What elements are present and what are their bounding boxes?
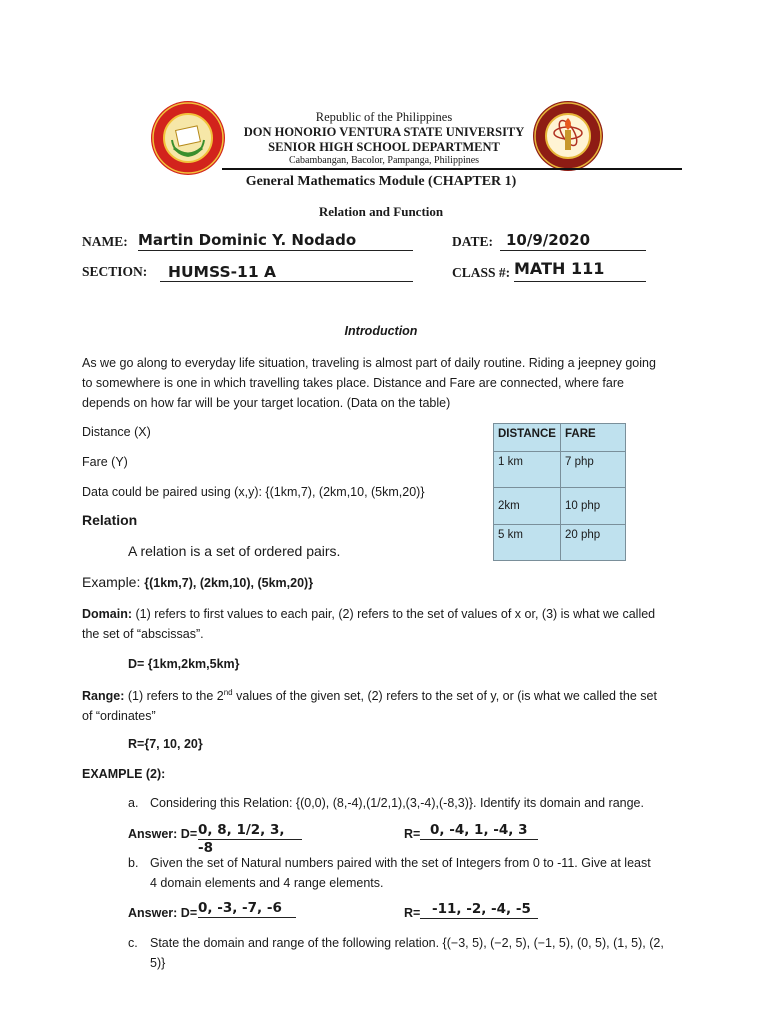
class-label: CLASS #: [452, 265, 511, 280]
name-value: Martin Dominic Y. Nodado [138, 231, 357, 249]
item-b-line-2: 4 domain elements and 4 range elements. [150, 876, 384, 890]
domain-definition [82, 604, 702, 644]
date-field[interactable] [500, 230, 646, 251]
b-answer-r-value: -11, -2, -4, -5 [432, 901, 531, 917]
fare-label: Fare (Y) [82, 455, 128, 469]
table-cell: 1 km [494, 452, 561, 488]
a-answer-r-label: R= [404, 827, 421, 841]
intro-paragraph [82, 353, 702, 413]
range-label: Range: [82, 689, 125, 704]
fare-table [493, 423, 626, 561]
name-field[interactable] [138, 230, 413, 251]
date-label: DATE: [452, 234, 494, 249]
table-cell: 5 km [494, 525, 561, 561]
item-c-line-2: 5)} [150, 956, 166, 970]
example2-heading: EXAMPLE (2): [82, 767, 166, 781]
range-set: R={7, 10, 20} [128, 737, 203, 751]
table-cell: 20 php [561, 525, 626, 561]
table-header-cell: FARE [561, 424, 626, 452]
item-b-text [150, 853, 651, 893]
intro-line-1: As we go along to everyday life situation, traveling is almost part of daily routine. Riding a jeepney going [82, 356, 656, 370]
item-a-marker: a. [128, 796, 139, 810]
class-value: MATH 111 [514, 259, 605, 278]
range-text-2: of “ordinates” [82, 709, 156, 724]
a-answer-d-value: 0, 8, 1/2, 3, -8 [198, 822, 285, 856]
table-cell: 10 php [561, 488, 626, 525]
example-value: {(1km,7), (2km,10), (5km,20)} [144, 576, 314, 590]
a-answer-d-label: Answer: D= [128, 827, 198, 841]
department-name: SENIOR HIGH SCHOOL DEPARTMENT [268, 140, 500, 154]
domain-set: D= {1km,2km,5km} [128, 657, 240, 671]
intro-line-3: depends on how far will be your target location. (Data on the table) [82, 396, 451, 410]
section-label: SECTION: [82, 264, 148, 279]
address-line: Cabambangan, Bacolor, Pampanga, Philippines [288, 155, 480, 166]
a-answer-d-field[interactable] [198, 821, 302, 856]
range-definition [82, 683, 702, 726]
range-text-1: (1) refers to the 2 [124, 689, 224, 704]
b-answer-d-value: 0, -3, -7, -6 [198, 900, 282, 916]
domain-label: Domain: [82, 607, 132, 621]
university-name: DON HONORIO VENTURA STATE UNIVERSITY [243, 125, 525, 139]
intro-line-2: to somewhere is one in which travelling takes place. Distance and Fare are connected, where fare [82, 376, 624, 390]
range-text-1b: values of the given set, (2) refers to the set of y, or (is what we called the set [232, 689, 657, 704]
table-header-cell: DISTANCE [494, 424, 561, 452]
module-title: General Mathematics Module (CHAPTER 1) [245, 174, 517, 189]
a-answer-r-value: 0, -4, 1, -4, 3 [430, 822, 528, 838]
item-a-text: Considering this Relation: {(0,0), (8,-4),(1/2,1),(3,-4),(-8,3)}. Identify its domain and range. [150, 796, 644, 810]
table-header-row [494, 424, 626, 452]
b-answer-d-field[interactable] [198, 899, 296, 918]
intro-heading: Introduction [344, 324, 418, 338]
relation-definition: A relation is a set of ordered pairs. [128, 543, 341, 559]
item-c-text [150, 933, 664, 973]
item-b-line-1: Given the set of Natural numbers paired with the set of Integers from 0 to -11. Give at least [150, 856, 651, 870]
range-sup: nd [223, 688, 233, 697]
paired-data-text: Data could be paired using (x,y): {(1km,7), (2km,10, (5km,20)} [82, 485, 425, 499]
section-field[interactable] [160, 261, 413, 282]
header-divider [222, 168, 682, 170]
table-row [494, 525, 626, 561]
item-b-marker: b. [128, 856, 139, 870]
table-row [494, 488, 626, 525]
distance-label: Distance (X) [82, 425, 151, 439]
section-value: HUMSS-11 A [168, 263, 277, 281]
date-value: 10/9/2020 [506, 231, 591, 249]
item-c-line-1: State the domain and range of the following relation. {(−3, 5), (−2, 5), (−1, 5), (0, 5), (1, 5), (2, [150, 936, 664, 950]
table-cell: 2km [494, 488, 561, 525]
example-label: Example: [82, 574, 145, 590]
table-row [494, 452, 626, 488]
name-label: NAME: [82, 234, 128, 249]
domain-text-2: the set of “abscissas”. [82, 627, 204, 641]
b-answer-d-label: Answer: D= [128, 906, 198, 920]
module-subtitle: Relation and Function [318, 204, 444, 219]
republic-line: Republic of the Philippines [315, 110, 453, 124]
b-answer-r-label: R= [404, 906, 421, 920]
table-cell: 7 php [561, 452, 626, 488]
item-c-marker: c. [128, 936, 138, 950]
class-field[interactable] [514, 259, 646, 282]
relation-heading: Relation [82, 512, 138, 528]
relation-example [82, 574, 313, 590]
a-answer-r-field[interactable] [420, 821, 538, 840]
domain-text-1: (1) refers to first values to each pair, (2) refers to the set of values of x or, (3) is what we called [132, 607, 656, 621]
b-answer-r-field[interactable] [420, 900, 538, 919]
